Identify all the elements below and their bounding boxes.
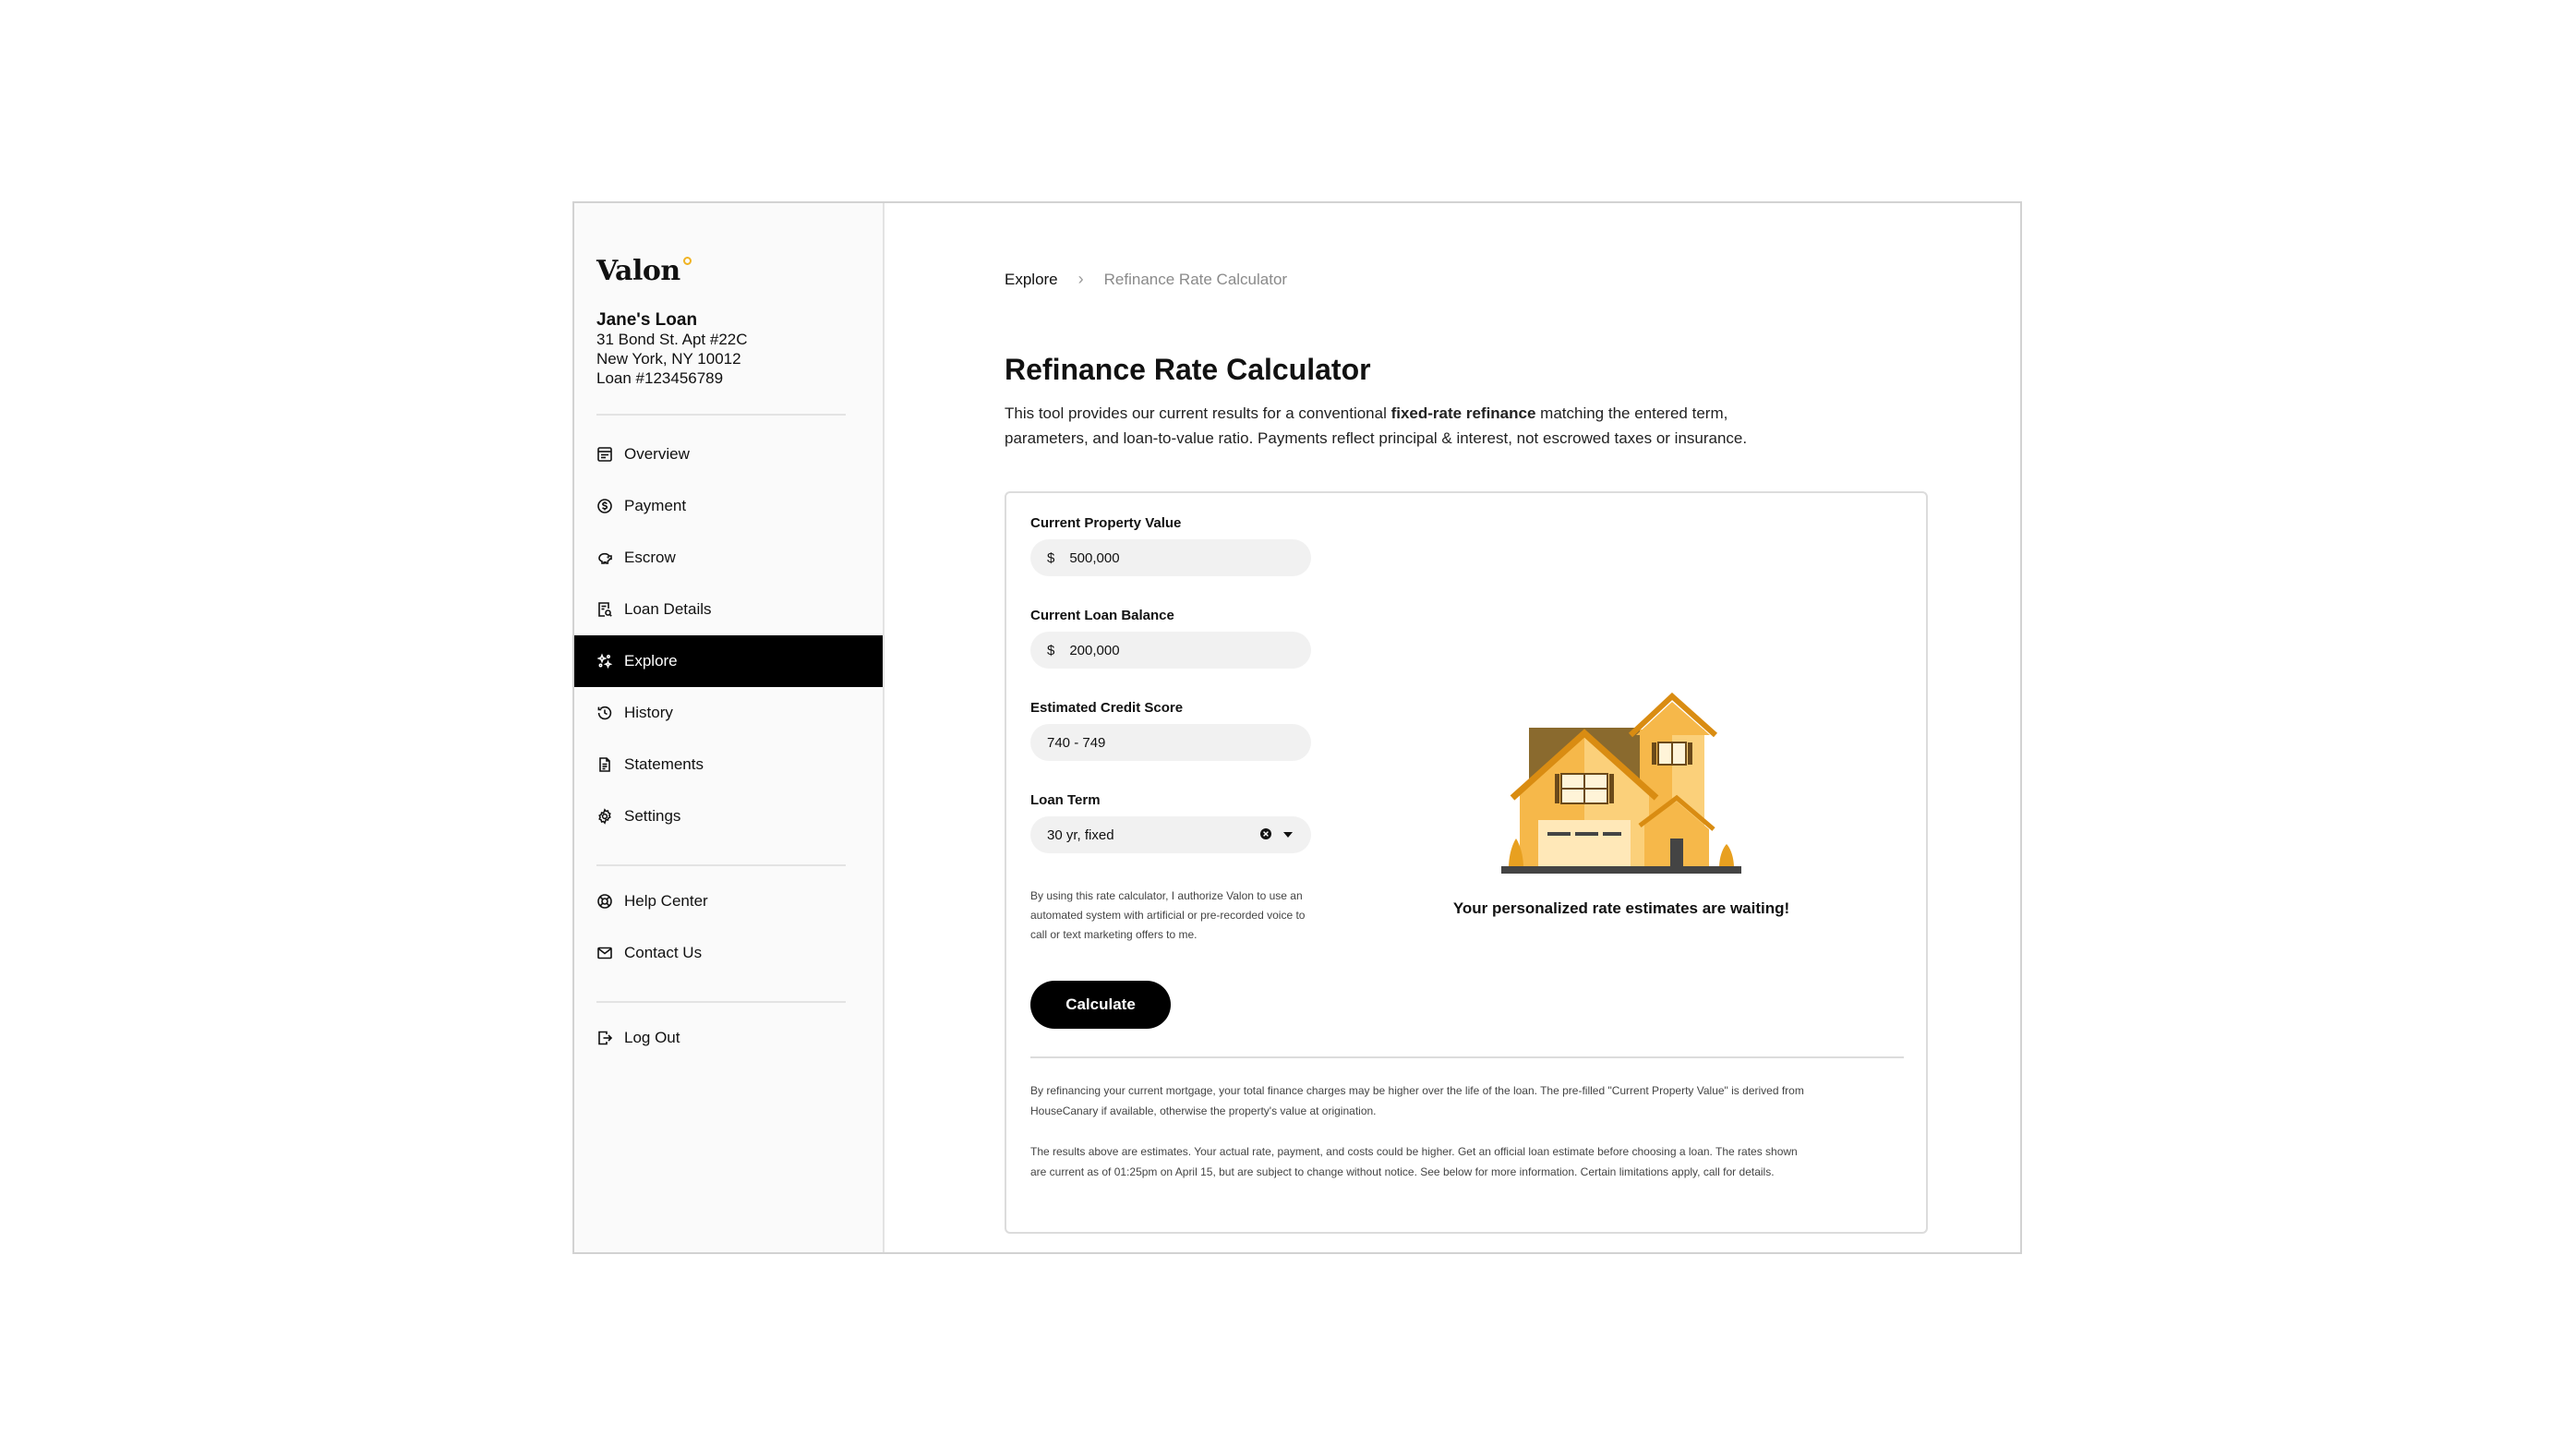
sidebar-item-label: Loan Details (624, 600, 712, 618)
sparkle-icon (596, 653, 613, 670)
sidebar-divider (596, 414, 846, 416)
currency-prefix: $ (1047, 549, 1055, 566)
sidebar (574, 203, 885, 1252)
sidebar-item-label: Contact Us (624, 944, 703, 961)
sidebar-item-label: Payment (624, 497, 687, 514)
fine-print-estimates: The results above are estimates. Your actual rate, payment, and costs could be higher. Get an official loan estimate before choosing a loan. The rates shown are current as of 01:25pm on April 15, but are subject to change without notice. See below for more information. Certain limitations apply, call for details. (1030, 1145, 1798, 1178)
loan-term-label: Loan Term (1030, 792, 1101, 808)
sidebar-item-payment[interactable] (574, 480, 883, 532)
credit-score-label: Estimated Credit Score (1030, 700, 1184, 716)
valon-logo[interactable] (596, 255, 680, 287)
logout-icon (596, 1030, 613, 1046)
breadcrumb-explore-link[interactable]: Explore (1005, 270, 1058, 288)
calculate-button[interactable]: Calculate (1030, 981, 1171, 1029)
piggy-bank-icon (596, 549, 613, 566)
property-value-value: 500,000 (1069, 549, 1120, 566)
chevron-down-icon[interactable] (1283, 831, 1293, 839)
loan-term-value: 30 yr, fixed (1047, 827, 1114, 843)
sidebar-divider (596, 864, 846, 866)
page-title: Refinance Rate Calculator (1005, 353, 1371, 386)
loan-balance-label: Current Loan Balance (1030, 608, 1174, 623)
sidebar-item-history[interactable] (574, 687, 883, 739)
sidebar-item-label: History (624, 704, 673, 721)
sidebar-item-settings[interactable] (574, 790, 883, 842)
currency-prefix: $ (1047, 642, 1055, 658)
sidebar-item-label: Help Center (624, 892, 708, 910)
intro-text-start: This tool provides our current results for a conventional (1005, 404, 1391, 422)
sidebar-item-help-center[interactable] (574, 875, 883, 927)
clock-icon (596, 705, 613, 721)
logo-text: Valon (596, 255, 680, 287)
card-divider (1030, 1056, 1904, 1058)
illustration-caption: Your personalized rate estimates are waiting! (1452, 899, 1790, 917)
breadcrumb (1005, 270, 1287, 289)
property-value-input[interactable] (1030, 539, 1311, 576)
clear-icon[interactable] (1259, 827, 1272, 840)
sidebar-item-loan-details[interactable] (574, 584, 883, 635)
chevron-right-icon: › (1077, 270, 1084, 288)
sidebar-item-label: Statements (624, 755, 704, 773)
loan-term-select[interactable] (1030, 816, 1311, 853)
calculator-card (1005, 491, 1928, 1234)
credit-score-value: 740 - 749 (1047, 734, 1106, 751)
main-content (885, 203, 2020, 1252)
loan-number: Loan #123456789 (596, 369, 724, 387)
intro-text (1005, 401, 1780, 451)
overview-icon (596, 446, 613, 463)
house-illustration (1501, 682, 1741, 885)
sidebar-item-contact-us[interactable] (574, 927, 883, 979)
document-icon (596, 756, 613, 773)
loan-details-icon (596, 601, 613, 618)
sidebar-item-explore[interactable] (574, 635, 883, 687)
sidebar-item-label: Overview (624, 445, 690, 463)
address-line-1: 31 Bond St. Apt #22C (596, 331, 748, 348)
mail-icon (596, 945, 613, 961)
sidebar-item-escrow[interactable] (574, 532, 883, 584)
intro-text-end: matching the entered term, parameters, and loan-to-value ratio. Payments reflect principal & interest, not escrowed taxes or insurance. (1005, 404, 1748, 447)
dollar-icon (596, 498, 613, 514)
fine-print-finance-charges: By refinancing your current mortgage, your total finance charges may be higher over the life of the loan. The pre-filled "Current Property Value" is derived from HouseCanary if available, otherwise the property's value at origination. (1030, 1084, 1804, 1117)
sidebar-item-overview[interactable] (574, 428, 883, 480)
gear-icon (596, 808, 613, 825)
consent-disclaimer: By using this rate calculator, I authorize Valon to use an automated system with artificial or pre-recorded voice to call or text marketing offers to me. (1030, 889, 1306, 941)
loan-balance-value: 200,000 (1069, 642, 1120, 658)
sidebar-item-log-out[interactable] (574, 1012, 883, 1064)
intro-text-bold: fixed-rate refinance (1390, 404, 1536, 422)
loan-balance-input[interactable] (1030, 632, 1311, 669)
sidebar-divider (596, 1001, 846, 1003)
loan-info (596, 310, 748, 388)
sidebar-item-label: Log Out (624, 1029, 680, 1046)
breadcrumb-current: Refinance Rate Calculator (1103, 270, 1288, 288)
loan-name: Jane's Loan (596, 310, 698, 330)
credit-score-input[interactable] (1030, 724, 1311, 761)
address-line-2: New York, NY 10012 (596, 350, 741, 368)
sidebar-item-label: Escrow (624, 549, 676, 566)
app-window (572, 201, 2022, 1254)
sidebar-item-statements[interactable] (574, 739, 883, 790)
sidebar-item-label: Explore (624, 652, 678, 670)
sidebar-item-label: Settings (624, 807, 681, 825)
property-value-label: Current Property Value (1030, 515, 1182, 531)
logo-dot-icon (683, 257, 692, 265)
lifebuoy-icon (596, 893, 613, 910)
